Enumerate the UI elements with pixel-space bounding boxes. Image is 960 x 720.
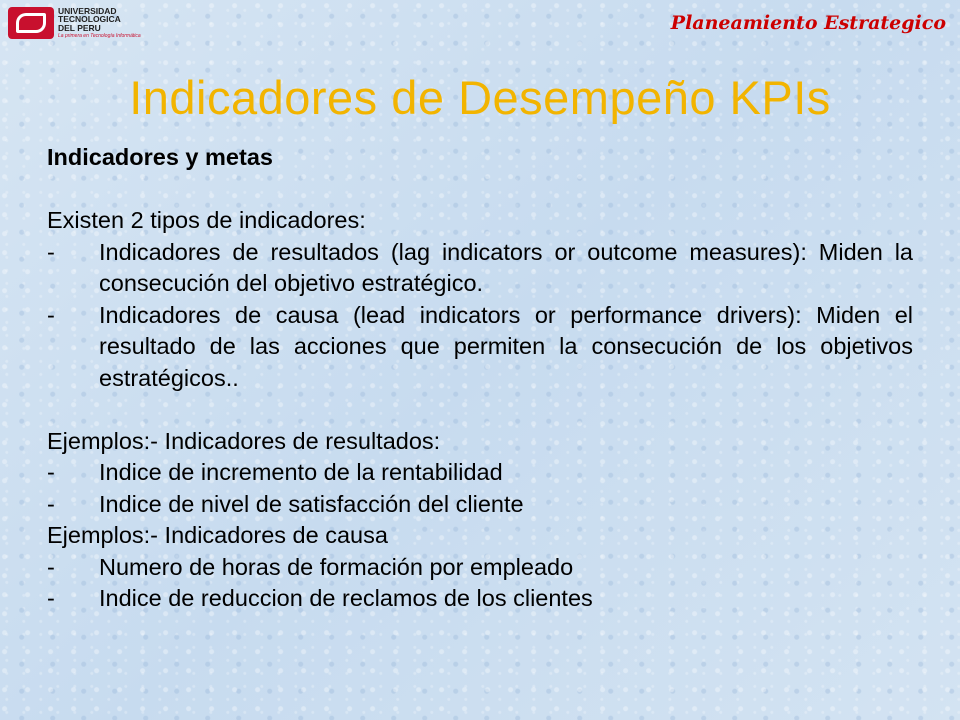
examples-cause-label: Ejemplos:- Indicadores de causa bbox=[47, 522, 388, 548]
bullet-dash: - bbox=[47, 490, 55, 517]
indicator-type-cause: Indicadores de causa (lead indicators or performance drivers): Miden el resultado de las acciones que permiten la consecución de los objetivos estratégicos.. bbox=[99, 301, 913, 391]
list-item bbox=[47, 457, 913, 489]
bullet-dash: - bbox=[47, 301, 55, 328]
bullet-dash: - bbox=[47, 238, 55, 265]
course-title: Planeamiento Estrategico bbox=[670, 12, 946, 34]
logo-tagline: La primera en Tecnología Informática bbox=[58, 33, 141, 40]
examples-results-label: Ejemplos:- Indicadores de resultados: bbox=[47, 427, 441, 454]
indicator-type-results: Indicadores de resultados (lag indicators or outcome measures): Miden la consecución del objetivo estratégico. bbox=[99, 238, 913, 296]
utp-logo-icon bbox=[8, 7, 54, 39]
logo-text bbox=[58, 7, 141, 40]
logo-line-2: TECNOLOGICA bbox=[58, 14, 121, 25]
slide-title: Indicadores de Desempeño KPIs bbox=[129, 71, 831, 124]
spacer bbox=[47, 394, 913, 426]
list-item bbox=[47, 583, 913, 615]
slide-body bbox=[47, 142, 913, 615]
list-item bbox=[47, 237, 913, 300]
bullet-dash: - bbox=[47, 553, 55, 580]
intro-text: Existen 2 tipos de indicadores: bbox=[47, 207, 366, 233]
university-logo bbox=[8, 4, 160, 42]
bullet-dash: - bbox=[47, 585, 55, 611]
list-item bbox=[47, 552, 913, 584]
list-item bbox=[47, 489, 913, 521]
example-result-1: Indice de incremento de la rentabilidad bbox=[99, 459, 503, 485]
logo-line-3: DEL PERU bbox=[58, 22, 101, 33]
section-heading: Indicadores y metas bbox=[47, 144, 273, 170]
example-cause-2: Indice de reduccion de reclamos de los clientes bbox=[99, 585, 593, 611]
logo-line-1: UNIVERSIDAD bbox=[58, 5, 117, 16]
list-item bbox=[47, 300, 913, 395]
example-cause-1: Numero de horas de formación por empleado bbox=[99, 553, 574, 580]
example-result-2: Indice de nivel de satisfacción del cliente bbox=[99, 490, 524, 517]
bullet-dash: - bbox=[47, 459, 55, 485]
